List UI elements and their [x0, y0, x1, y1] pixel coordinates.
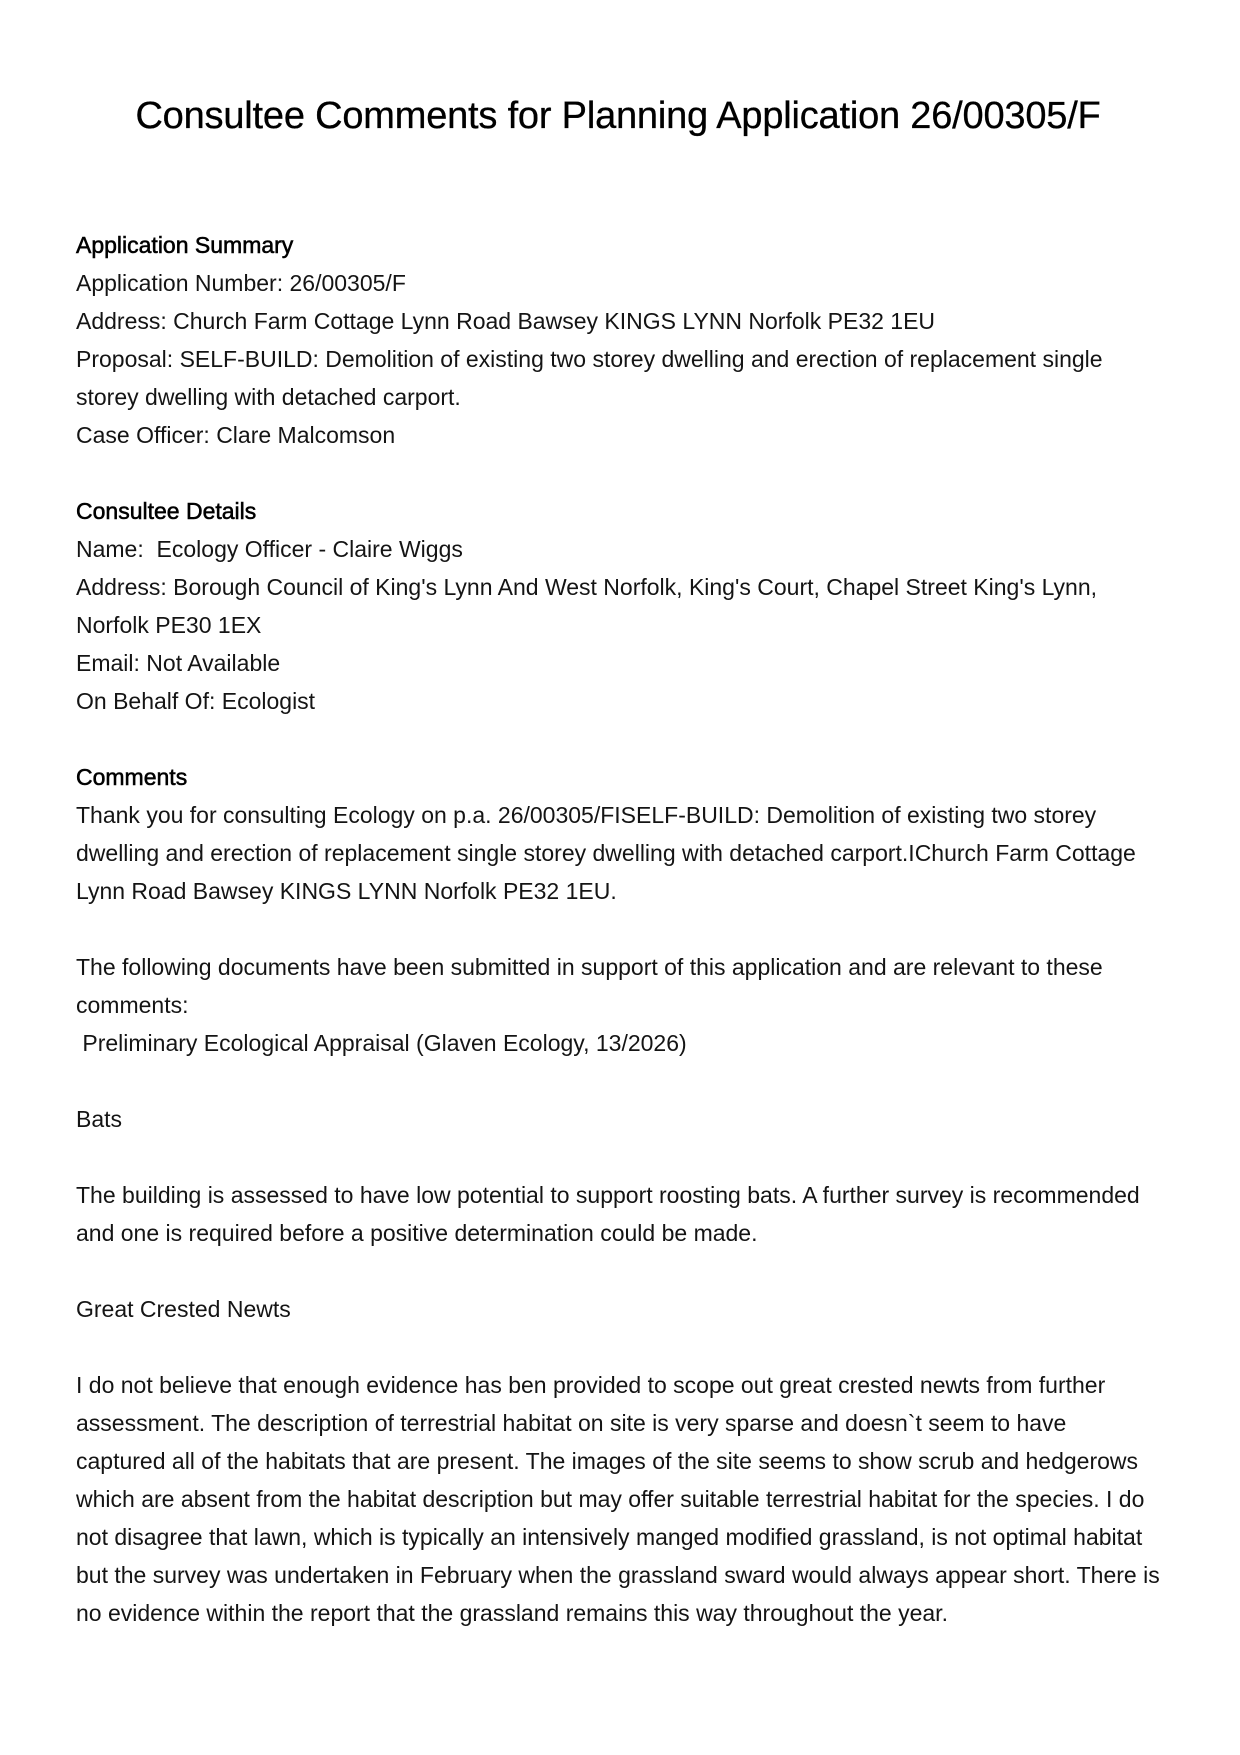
application-number-label: Application Number:: [76, 270, 290, 296]
consultee-email-line: [76, 644, 1160, 682]
comments-section: [76, 758, 1167, 1632]
bats-paragraph: The building is assessed to have low potential to support roosting bats. A further survey is recommended and one is required before a positive determination could be made.: [76, 1182, 1147, 1246]
consultee-name-line: [76, 530, 1160, 568]
paragraph-spacer: [76, 1062, 1160, 1100]
bats-subheading: Bats: [76, 1106, 123, 1132]
on-behalf-of-label: On Behalf Of:: [76, 688, 222, 714]
paragraph-spacer: [76, 1138, 1160, 1176]
comments-heading: Comments: [76, 764, 188, 790]
consultee-name-label: Name:: [76, 536, 157, 562]
consultee-address-value: Borough Council of King's Lynn And West Norfolk, King's Court, Chapel Street King's Lynn, Norfolk PE30 1EX: [76, 574, 1104, 638]
paragraph-spacer: [76, 910, 1160, 948]
case-officer-line: [76, 416, 1160, 454]
case-officer-value: Clare Malcomson: [216, 422, 396, 448]
great-crested-newts-subheading: Great Crested Newts: [76, 1296, 291, 1322]
great-crested-newts-paragraph: I do not believe that enough evidence has ben provided to scope out great crested newts from further assessment. The description of terrestrial habitat on site is very sparse and doesn`t seem to have captured all of the habitats that are present. The images of the site seems to show scrub and hedgerows which are absent from the habitat description but may offer suitable terrestrial habitat for the species. I do not disagree that lawn, which is typically an intensively manged modified grassland, is not optimal habitat but the survey was undertaken in February when the grassland sward would always appear short. There is no evidence within the report that the grassland remains this way throughout the year.: [76, 1372, 1167, 1626]
consultee-name-value: Ecology Officer - Claire Wiggs: [156, 536, 463, 562]
consultee-details-heading: Consultee Details: [76, 498, 257, 524]
document-title: Consultee Comments for Planning Application 26/00305/F: [135, 95, 1101, 137]
application-number-value: 26/00305/F: [289, 270, 406, 296]
application-address-line: [76, 302, 1160, 340]
consultee-address-label: Address:: [76, 574, 174, 600]
consultee-email-value: Not Available: [146, 650, 281, 676]
proposal-line: [76, 340, 1160, 416]
consultee-email-label: Email:: [76, 650, 147, 676]
on-behalf-of-value: Ecologist: [221, 688, 316, 714]
application-summary-heading: Application Summary: [76, 232, 294, 258]
application-summary-section: [76, 226, 1160, 454]
paragraph-spacer: [76, 1252, 1160, 1290]
submitted-document-item: Preliminary Ecological Appraisal (Glaven Ecology, 13/2026): [76, 1030, 687, 1056]
consultee-details-section: [76, 492, 1160, 720]
proposal-value: SELF-BUILD: Demolition of existing two storey dwelling and erection of replacement single storey dwelling with detached carport.: [76, 346, 1109, 410]
consultee-address-line: [76, 568, 1160, 644]
paragraph-spacer: [76, 1328, 1160, 1366]
application-address-label: Address:: [76, 308, 174, 334]
case-officer-label: Case Officer:: [76, 422, 217, 448]
application-address-value: Church Farm Cottage Lynn Road Bawsey KINGS LYNN Norfolk PE32 1EU: [173, 308, 936, 334]
on-behalf-of-line: [76, 682, 1160, 720]
documents-intro-paragraph: The following documents have been submitted in support of this application and are relevant to these comments:: [76, 954, 1110, 1018]
proposal-label: Proposal:: [76, 346, 180, 372]
application-number-line: [76, 264, 1160, 302]
comments-intro-paragraph: Thank you for consulting Ecology on p.a. 26/00305/FISELF-BUILD: Demolition of existing two storey dwelling and erection of replacement single storey dwelling with detached carport.IChurch Farm Cottage Lynn Road Bawsey KINGS LYNN Norfolk PE32 1EU.: [76, 802, 1143, 904]
